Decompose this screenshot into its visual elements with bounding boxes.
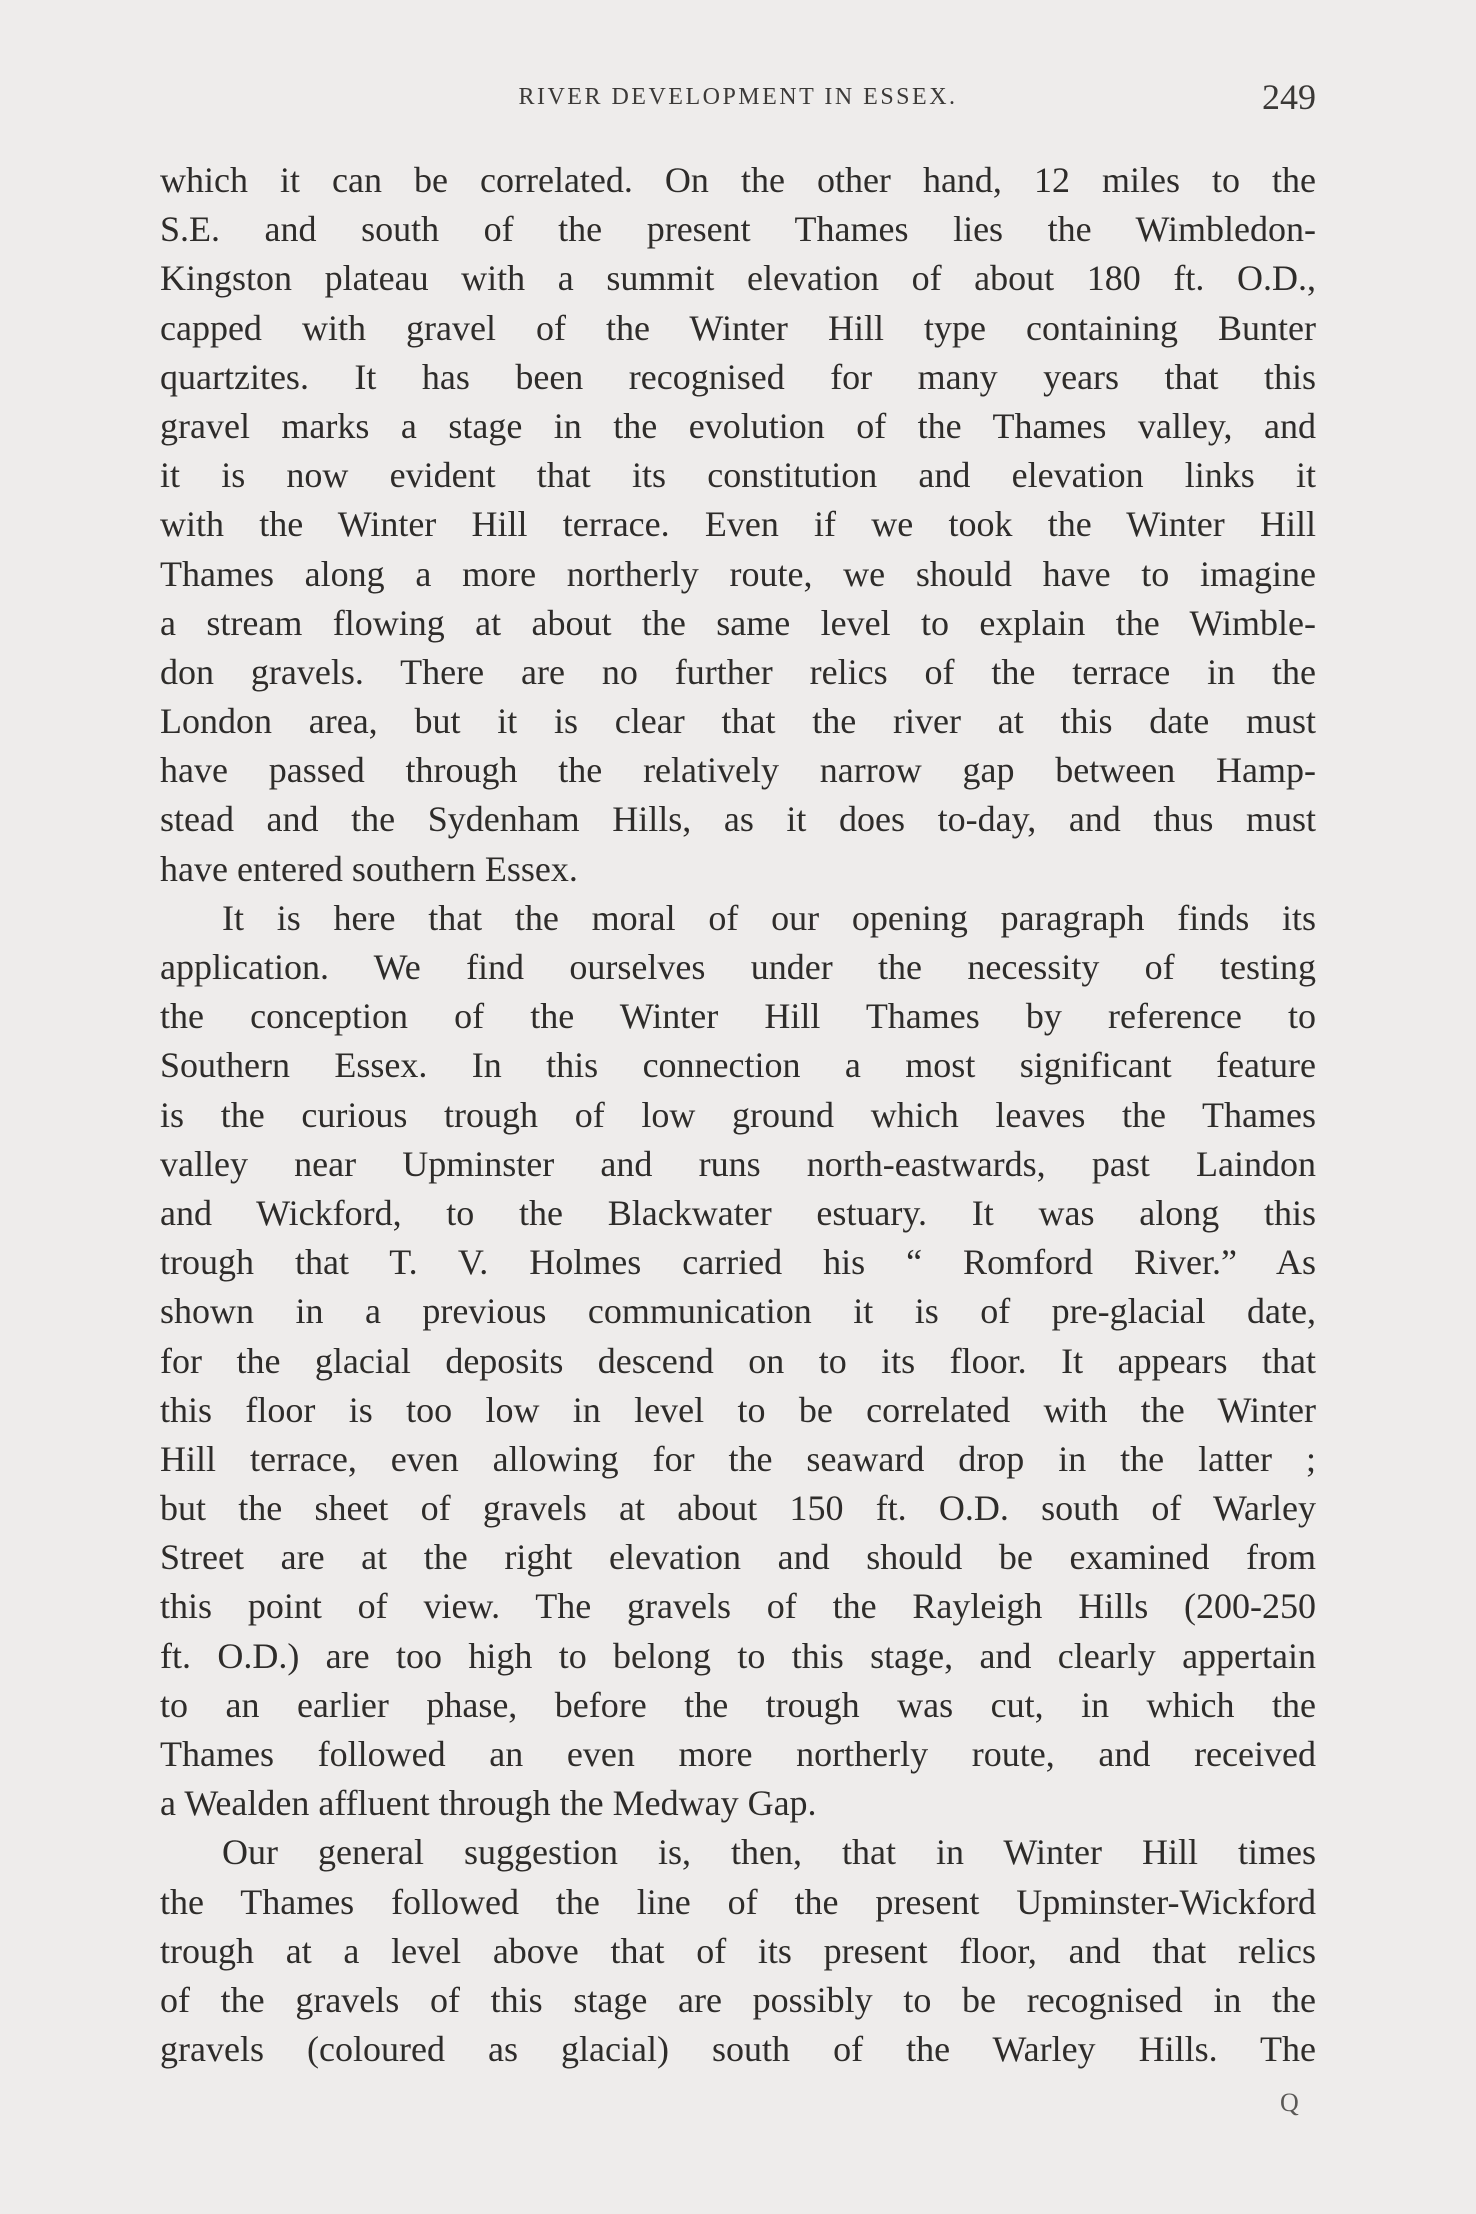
- text-line: have entered southern Essex.: [160, 848, 578, 889]
- text-line: Thames followed an even more northerly route, and received: [160, 1734, 1316, 1774]
- text-line: application. We find ourselves under the necessity of testing: [160, 947, 1316, 987]
- text-line: a stream flowing at about the same level to explain the Wimble-: [160, 602, 1316, 643]
- text-line: it is now evident that its constitution and elevation links it: [160, 455, 1316, 496]
- text-line: Thames along a more northerly route, we should have to imagine: [160, 553, 1316, 594]
- text-line: the Thames followed the line of the present Upminster-Wickford: [160, 1881, 1316, 1922]
- running-head: [160, 77, 1316, 124]
- text-line: trough that T. V. Holmes carried his “ Romford River.” As: [160, 1242, 1316, 1283]
- text-line: is the curious trough of low ground which leaves the Thames: [160, 1094, 1316, 1135]
- text-line: Street are at the right elevation and should be examined from: [160, 1537, 1316, 1578]
- page-number: 249: [1262, 77, 1316, 117]
- text-line: Our general suggestion is, then, that in Winter Hill times: [222, 1832, 1316, 1873]
- text-line: the conception of the Winter Hill Thames by reference to: [160, 996, 1316, 1037]
- text-line: have passed through the relatively narrow gap between Hamp-: [160, 750, 1316, 791]
- text-line: trough at a level above that of its present floor, and that relics: [160, 1930, 1316, 1971]
- text-line: to an earlier phase, before the trough was cut, in which the: [160, 1684, 1316, 1725]
- body-text: [160, 156, 1316, 2074]
- text-line: London area, but it is clear that the river at this date must: [160, 701, 1316, 742]
- text-line: gravel marks a stage in the evolution of the Thames valley, and: [160, 405, 1316, 446]
- text-line: for the glacial deposits descend on to its floor. It appears that: [160, 1340, 1316, 1381]
- text-line: gravels (coloured as glacial) south of the Warley Hills. The: [160, 2029, 1316, 2070]
- text-line: quartzites. It has been recognised for many years that this: [160, 356, 1316, 397]
- text-line: with the Winter Hill terrace. Even if we took the Winter Hill: [160, 504, 1316, 545]
- text-line: S.E. and south of the present Thames lies the Wimbledon-: [160, 209, 1316, 250]
- text-line: Kingston plateau with a summit elevation of about 180 ft. O.D.,: [160, 258, 1316, 299]
- text-line: stead and the Sydenham Hills, as it does to-day, and thus must: [160, 799, 1316, 840]
- text-line: It is here that the moral of our opening paragraph finds its: [222, 897, 1316, 938]
- signature-mark: Q: [1280, 2088, 1299, 2117]
- text-line: Southern Essex. In this connection a most significant feature: [160, 1045, 1316, 1086]
- text-line: don gravels. There are no further relics of the terrace in the: [160, 651, 1316, 692]
- text-line: but the sheet of gravels at about 150 ft. O.D. south of Warley: [160, 1488, 1316, 1529]
- text-line: of the gravels of this stage are possibly to be recognised in the: [160, 1979, 1316, 2020]
- text-line: Hill terrace, even allowing for the seaward drop in the latter ;: [160, 1438, 1316, 1479]
- text-line: and Wickford, to the Blackwater estuary. It was along this: [160, 1192, 1316, 1233]
- text-line: this floor is too low in level to be correlated with the Winter: [160, 1389, 1316, 1430]
- running-head-title: RIVER DEVELOPMENT IN ESSEX.: [518, 84, 958, 110]
- text-line: which it can be correlated. On the other hand, 12 miles to the: [160, 160, 1316, 200]
- text-line: shown in a previous communication it is of pre-glacial date,: [160, 1291, 1316, 1332]
- text-line: this point of view. The gravels of the Rayleigh Hills (200-250: [160, 1586, 1316, 1627]
- text-line: valley near Upminster and runs north-eastwards, past Laindon: [160, 1143, 1316, 1184]
- text-line: capped with gravel of the Winter Hill type containing Bunter: [160, 307, 1316, 348]
- text-line: ft. O.D.) are too high to belong to this stage, and clearly appertain: [160, 1635, 1316, 1676]
- text-line: a Wealden affluent through the Medway Gap.: [160, 1783, 817, 1824]
